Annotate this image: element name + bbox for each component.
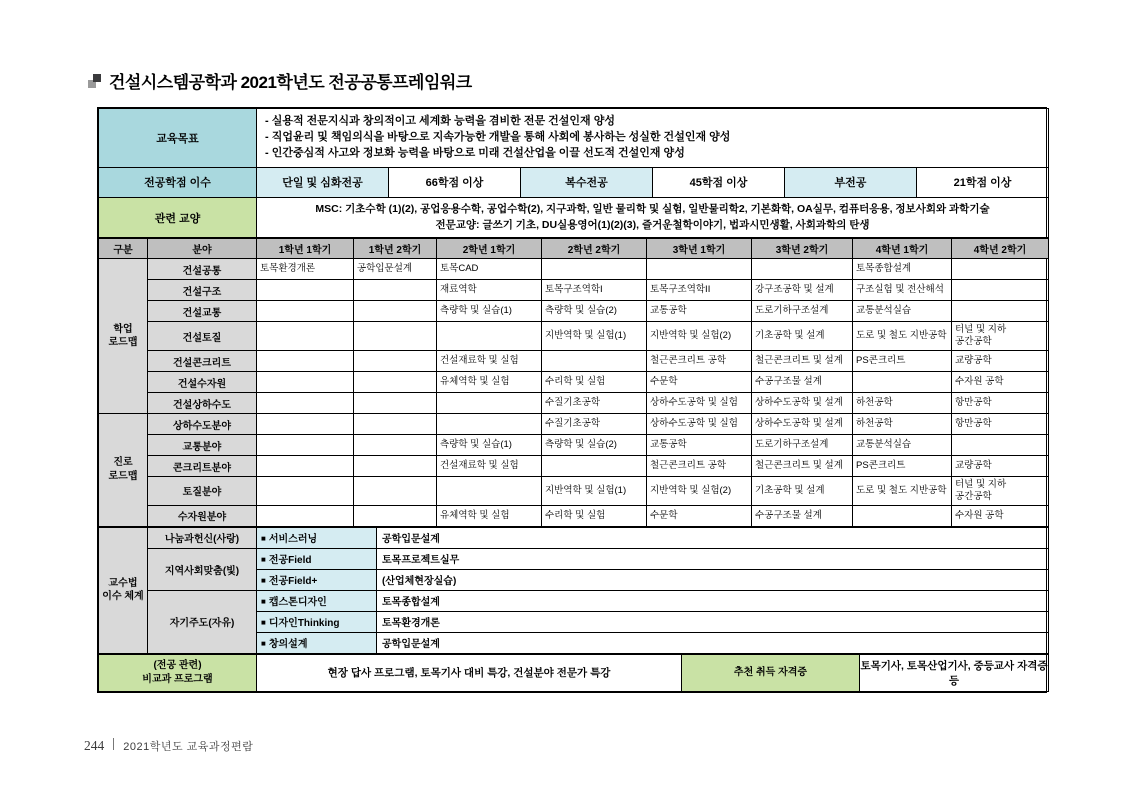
column-header: 4학년 1학기 — [853, 239, 952, 259]
curriculum-framework-table — [97, 107, 1047, 693]
credit-type-cell: 부전공 — [785, 167, 917, 197]
field-label: 건설콘크리트 — [148, 351, 257, 372]
square-bullet-icon: ■ — [261, 534, 266, 544]
course-cell: 도로 및 철도 지반공학 — [853, 322, 952, 351]
square-bullet-icon: ■ — [261, 597, 266, 607]
pedagogy-method-cell — [257, 611, 377, 632]
pedagogy-course-cell: 토목종합설계 — [377, 590, 1049, 611]
course-cell — [257, 456, 354, 477]
course-cell: 항만공학 — [952, 414, 1049, 435]
course-cell: 수공구조물 설계 — [752, 372, 853, 393]
course-cell: 공학입문설계 — [354, 259, 437, 280]
course-cell: 하천공학 — [853, 393, 952, 414]
table-row — [99, 259, 1049, 280]
liberal-arts-row — [99, 197, 1049, 238]
column-header: 2학년 2학기 — [542, 239, 647, 259]
field-label: 건설교통 — [148, 301, 257, 322]
course-cell — [354, 477, 437, 506]
course-cell — [542, 259, 647, 280]
field-label: 자기주도(자유) — [148, 590, 257, 653]
liberal-arts-line: 전문교양: 글쓰기 기초, DU실용영어(1)(2)(3), 즐거운철학이야기, 법과시민생활, 사회과학의 탄생 — [435, 218, 870, 231]
title-bullet-icon — [88, 74, 101, 88]
square-bullet-icon: ■ — [261, 618, 266, 628]
course-cell: 상하수도공학 및 실험 — [647, 393, 752, 414]
pedagogy-method-label: 디자인Thinking — [268, 618, 340, 630]
section-label-academic-roadmap: 학업 로드맵 — [99, 259, 148, 414]
course-cell: 도로 및 철도 지반공학 — [853, 477, 952, 506]
table-row — [99, 527, 1049, 548]
course-cell: 토목환경개론 — [257, 259, 354, 280]
course-cell: 수질기초공학 — [542, 414, 647, 435]
course-cell — [354, 322, 437, 351]
course-cell: PS콘크리트 — [853, 351, 952, 372]
field-label: 건설토질 — [148, 322, 257, 351]
table-row — [99, 322, 1049, 351]
square-bullet-icon: ■ — [261, 555, 266, 565]
course-cell: 강구조공학 및 설계 — [752, 280, 853, 301]
course-cell — [542, 351, 647, 372]
course-cell: 측량학 및 실습(1) — [437, 435, 542, 456]
course-cell — [647, 259, 752, 280]
course-cell: 수리학 및 실험 — [542, 505, 647, 526]
course-cell: 도로기하구조설계 — [752, 435, 853, 456]
course-cell: 토목CAD — [437, 259, 542, 280]
course-cell — [257, 477, 354, 506]
field-label: 건설수자원 — [148, 372, 257, 393]
pedagogy-method-cell — [257, 548, 377, 569]
course-cell — [257, 414, 354, 435]
extracurricular-label-line: (전공 관련) — [153, 660, 202, 672]
course-cell: 수공구조물 설계 — [752, 505, 853, 526]
course-cell — [354, 351, 437, 372]
field-label: 토질분야 — [148, 477, 257, 506]
course-cell: 유체역학 및 실험 — [437, 505, 542, 526]
field-label: 교통분야 — [148, 435, 257, 456]
extracurricular-row — [99, 654, 1049, 691]
major-credits-label: 전공학점 이수 — [99, 167, 257, 197]
course-cell: 지반역학 및 실험(1) — [542, 322, 647, 351]
pedagogy-method-label: 서비스러닝 — [268, 534, 318, 546]
page-title: 건설시스템공학과 2021학년도 전공공통프레임워크 — [109, 73, 472, 92]
pedagogy-table — [98, 527, 1049, 654]
extracurricular-table — [98, 654, 1049, 692]
footer-divider — [113, 738, 114, 750]
table-row — [99, 548, 1049, 569]
major-credits-row — [99, 167, 1049, 197]
credit-value-cell: 21학점 이상 — [917, 167, 1049, 197]
extracurricular-label-line: 비교과 프로그램 — [142, 673, 213, 685]
pedagogy-method-label: 전공Field+ — [268, 576, 318, 588]
course-cell: PS콘크리트 — [853, 456, 952, 477]
pedagogy-method-label: 캡스톤디자인 — [268, 597, 327, 609]
course-cell: 토목종합설계 — [853, 259, 952, 280]
course-cell: 건설재료학 및 실험 — [437, 351, 542, 372]
field-label: 건설상하수도 — [148, 393, 257, 414]
course-cell — [853, 505, 952, 526]
course-cell: 항만공학 — [952, 393, 1049, 414]
course-cell: 수자원 공학 — [952, 505, 1049, 526]
course-cell: 토목구조역학I — [542, 280, 647, 301]
pedagogy-method-cell — [257, 569, 377, 590]
field-label: 상하수도분야 — [148, 414, 257, 435]
course-cell — [853, 372, 952, 393]
course-cell: 교통공학 — [647, 435, 752, 456]
course-cell: 지반역학 및 실험(2) — [647, 477, 752, 506]
column-header: 1학년 1학기 — [257, 239, 354, 259]
course-cell — [354, 435, 437, 456]
course-cell: 상하수도공학 및 설계 — [752, 414, 853, 435]
course-cell: 도로기하구조설계 — [752, 301, 853, 322]
course-cell: 수자원 공학 — [952, 372, 1049, 393]
course-cell — [354, 301, 437, 322]
course-cell: 토목구조역학II — [647, 280, 752, 301]
column-header: 3학년 2학기 — [752, 239, 853, 259]
course-cell: 교량공학 — [952, 351, 1049, 372]
extracurricular-programs: 현장 답사 프로그램, 토목기사 대비 특강, 건설분야 전문가 특강 — [257, 654, 682, 691]
course-cell: 수문학 — [647, 505, 752, 526]
goal-item: - 직업윤리 및 책임의식을 바탕으로 지속가능한 개발을 통해 사회에 봉사하는 성실한 건설인재 양성 — [265, 130, 731, 143]
course-cell: 교통분석실습 — [853, 435, 952, 456]
pedagogy-method-cell — [257, 590, 377, 611]
section-label-career-roadmap: 진로 로드맵 — [99, 414, 148, 527]
course-cell: 건설재료학 및 실험 — [437, 456, 542, 477]
footer-text: 2021학년도 교육과정편람 — [123, 741, 254, 753]
liberal-arts-line: MSC: 기초수학 (1)(2), 공업응용수학, 공업수학(2), 지구과학, 일반 물리학 및 실험, 일반물리학2, 기본화학, OA실무, 컴퓨터응용, 정보사회와 과학기술 — [315, 202, 990, 215]
course-cell — [354, 372, 437, 393]
page-number: 244 — [84, 738, 105, 753]
goal-item: - 인간중심적 사고와 정보화 능력을 바탕으로 미래 건설산업을 이끌 선도적 건설인재 양성 — [265, 146, 685, 159]
column-header: 2학년 1학기 — [437, 239, 542, 259]
course-cell — [257, 393, 354, 414]
table-row — [99, 301, 1049, 322]
course-cell: 터널 및 지하 공간공학 — [952, 477, 1049, 506]
goal-item: - 실용적 전문지식과 창의적이고 세계화 능력을 겸비한 전문 건설인재 양성 — [265, 115, 615, 127]
course-cell: 철근콘크리트 공학 — [647, 351, 752, 372]
credit-type-cell: 복수전공 — [521, 167, 653, 197]
table-row — [99, 505, 1049, 526]
course-cell — [437, 322, 542, 351]
table-row — [99, 372, 1049, 393]
column-header: 3학년 1학기 — [647, 239, 752, 259]
pedagogy-course-cell: 공학입문설계 — [377, 632, 1049, 653]
course-cell: 교통공학 — [647, 301, 752, 322]
education-goals-content — [257, 109, 1049, 168]
top-summary-table — [98, 108, 1049, 238]
pedagogy-method-cell — [257, 632, 377, 653]
course-cell — [752, 259, 853, 280]
course-cell: 수리학 및 실험 — [542, 372, 647, 393]
course-cell: 상하수도공학 및 설계 — [752, 393, 853, 414]
column-header: 분야 — [148, 239, 257, 259]
table-row — [99, 351, 1049, 372]
liberal-arts-label: 관련 교양 — [99, 197, 257, 238]
column-header: 구분 — [99, 239, 148, 259]
course-cell — [354, 414, 437, 435]
table-row — [99, 477, 1049, 506]
course-cell: 기초공학 및 설계 — [752, 477, 853, 506]
field-label: 수자원분야 — [148, 505, 257, 526]
course-cell: 기초공학 및 설계 — [752, 322, 853, 351]
course-cell — [257, 301, 354, 322]
credit-value-cell: 66학점 이상 — [389, 167, 521, 197]
table-row — [99, 414, 1049, 435]
field-label: 건설공통 — [148, 259, 257, 280]
course-cell: 철근콘크리트 및 설계 — [752, 456, 853, 477]
course-cell: 지반역학 및 실험(2) — [647, 322, 752, 351]
education-goals-label: 교육목표 — [99, 109, 257, 168]
course-cell: 수질기초공학 — [542, 393, 647, 414]
field-label: 콘크리트분야 — [148, 456, 257, 477]
course-cell — [542, 456, 647, 477]
page-footer — [84, 738, 253, 754]
table-row — [99, 590, 1049, 611]
column-header: 4학년 2학기 — [952, 239, 1049, 259]
course-cell — [952, 435, 1049, 456]
table-row — [99, 280, 1049, 301]
table-row — [99, 456, 1049, 477]
course-cell: 측량학 및 실습(2) — [542, 301, 647, 322]
recommended-certs-label: 추천 취득 자격증 — [682, 654, 860, 691]
pedagogy-course-cell: 토목환경개론 — [377, 611, 1049, 632]
course-cell: 유체역학 및 실험 — [437, 372, 542, 393]
roadmap-grid-table — [98, 238, 1049, 527]
course-cell — [437, 414, 542, 435]
extracurricular-label — [99, 654, 257, 691]
course-cell — [354, 505, 437, 526]
credit-type-cell: 단일 및 심화전공 — [257, 167, 389, 197]
course-cell — [354, 393, 437, 414]
liberal-arts-content — [257, 197, 1049, 238]
grid-header-row — [99, 239, 1049, 259]
title-row — [88, 68, 472, 93]
course-cell — [952, 259, 1049, 280]
course-cell — [257, 280, 354, 301]
course-cell: 철근콘크리트 공학 — [647, 456, 752, 477]
table-row — [99, 393, 1049, 414]
field-label: 건설구조 — [148, 280, 257, 301]
course-cell — [437, 477, 542, 506]
course-cell: 수문학 — [647, 372, 752, 393]
course-cell: 교량공학 — [952, 456, 1049, 477]
course-cell — [257, 322, 354, 351]
course-cell: 재료역학 — [437, 280, 542, 301]
pedagogy-method-label: 창의설계 — [268, 639, 308, 651]
pedagogy-method-cell — [257, 527, 377, 548]
course-cell: 측량학 및 실습(2) — [542, 435, 647, 456]
course-cell: 터널 및 지하 공간공학 — [952, 322, 1049, 351]
pedagogy-course-cell: 토목프로젝트실무 — [377, 548, 1049, 569]
square-bullet-icon: ■ — [261, 576, 266, 586]
course-cell: 지반역학 및 실험(1) — [542, 477, 647, 506]
course-cell — [354, 456, 437, 477]
course-cell — [257, 505, 354, 526]
field-label: 나눔과헌신(사랑) — [148, 527, 257, 548]
course-cell: 교통분석실습 — [853, 301, 952, 322]
course-cell — [257, 351, 354, 372]
course-cell — [257, 372, 354, 393]
education-goals-row — [99, 109, 1049, 168]
course-cell — [952, 280, 1049, 301]
course-cell — [354, 280, 437, 301]
course-cell: 철근콘크리트 및 설계 — [752, 351, 853, 372]
course-cell — [257, 435, 354, 456]
pedagogy-course-cell: 공학입문설계 — [377, 527, 1049, 548]
course-cell — [437, 393, 542, 414]
recommended-certs: 토목기사, 토목산업기사, 중등교사 자격증 등 — [860, 654, 1049, 691]
square-bullet-icon: ■ — [261, 639, 266, 649]
field-label: 지역사회맞춤(빛) — [148, 548, 257, 590]
table-row — [99, 435, 1049, 456]
pedagogy-course-cell: (산업체현장실습) — [377, 569, 1049, 590]
course-cell — [952, 301, 1049, 322]
course-cell: 하천공학 — [853, 414, 952, 435]
course-cell: 구조실험 및 전산해석 — [853, 280, 952, 301]
column-header: 1학년 2학기 — [354, 239, 437, 259]
pedagogy-method-label: 전공Field — [268, 555, 312, 567]
section-label-pedagogy: 교수법 이수 체계 — [99, 527, 148, 653]
credit-value-cell: 45학점 이상 — [653, 167, 785, 197]
course-cell: 측량학 및 실습(1) — [437, 301, 542, 322]
course-cell: 상하수도공학 및 실험 — [647, 414, 752, 435]
